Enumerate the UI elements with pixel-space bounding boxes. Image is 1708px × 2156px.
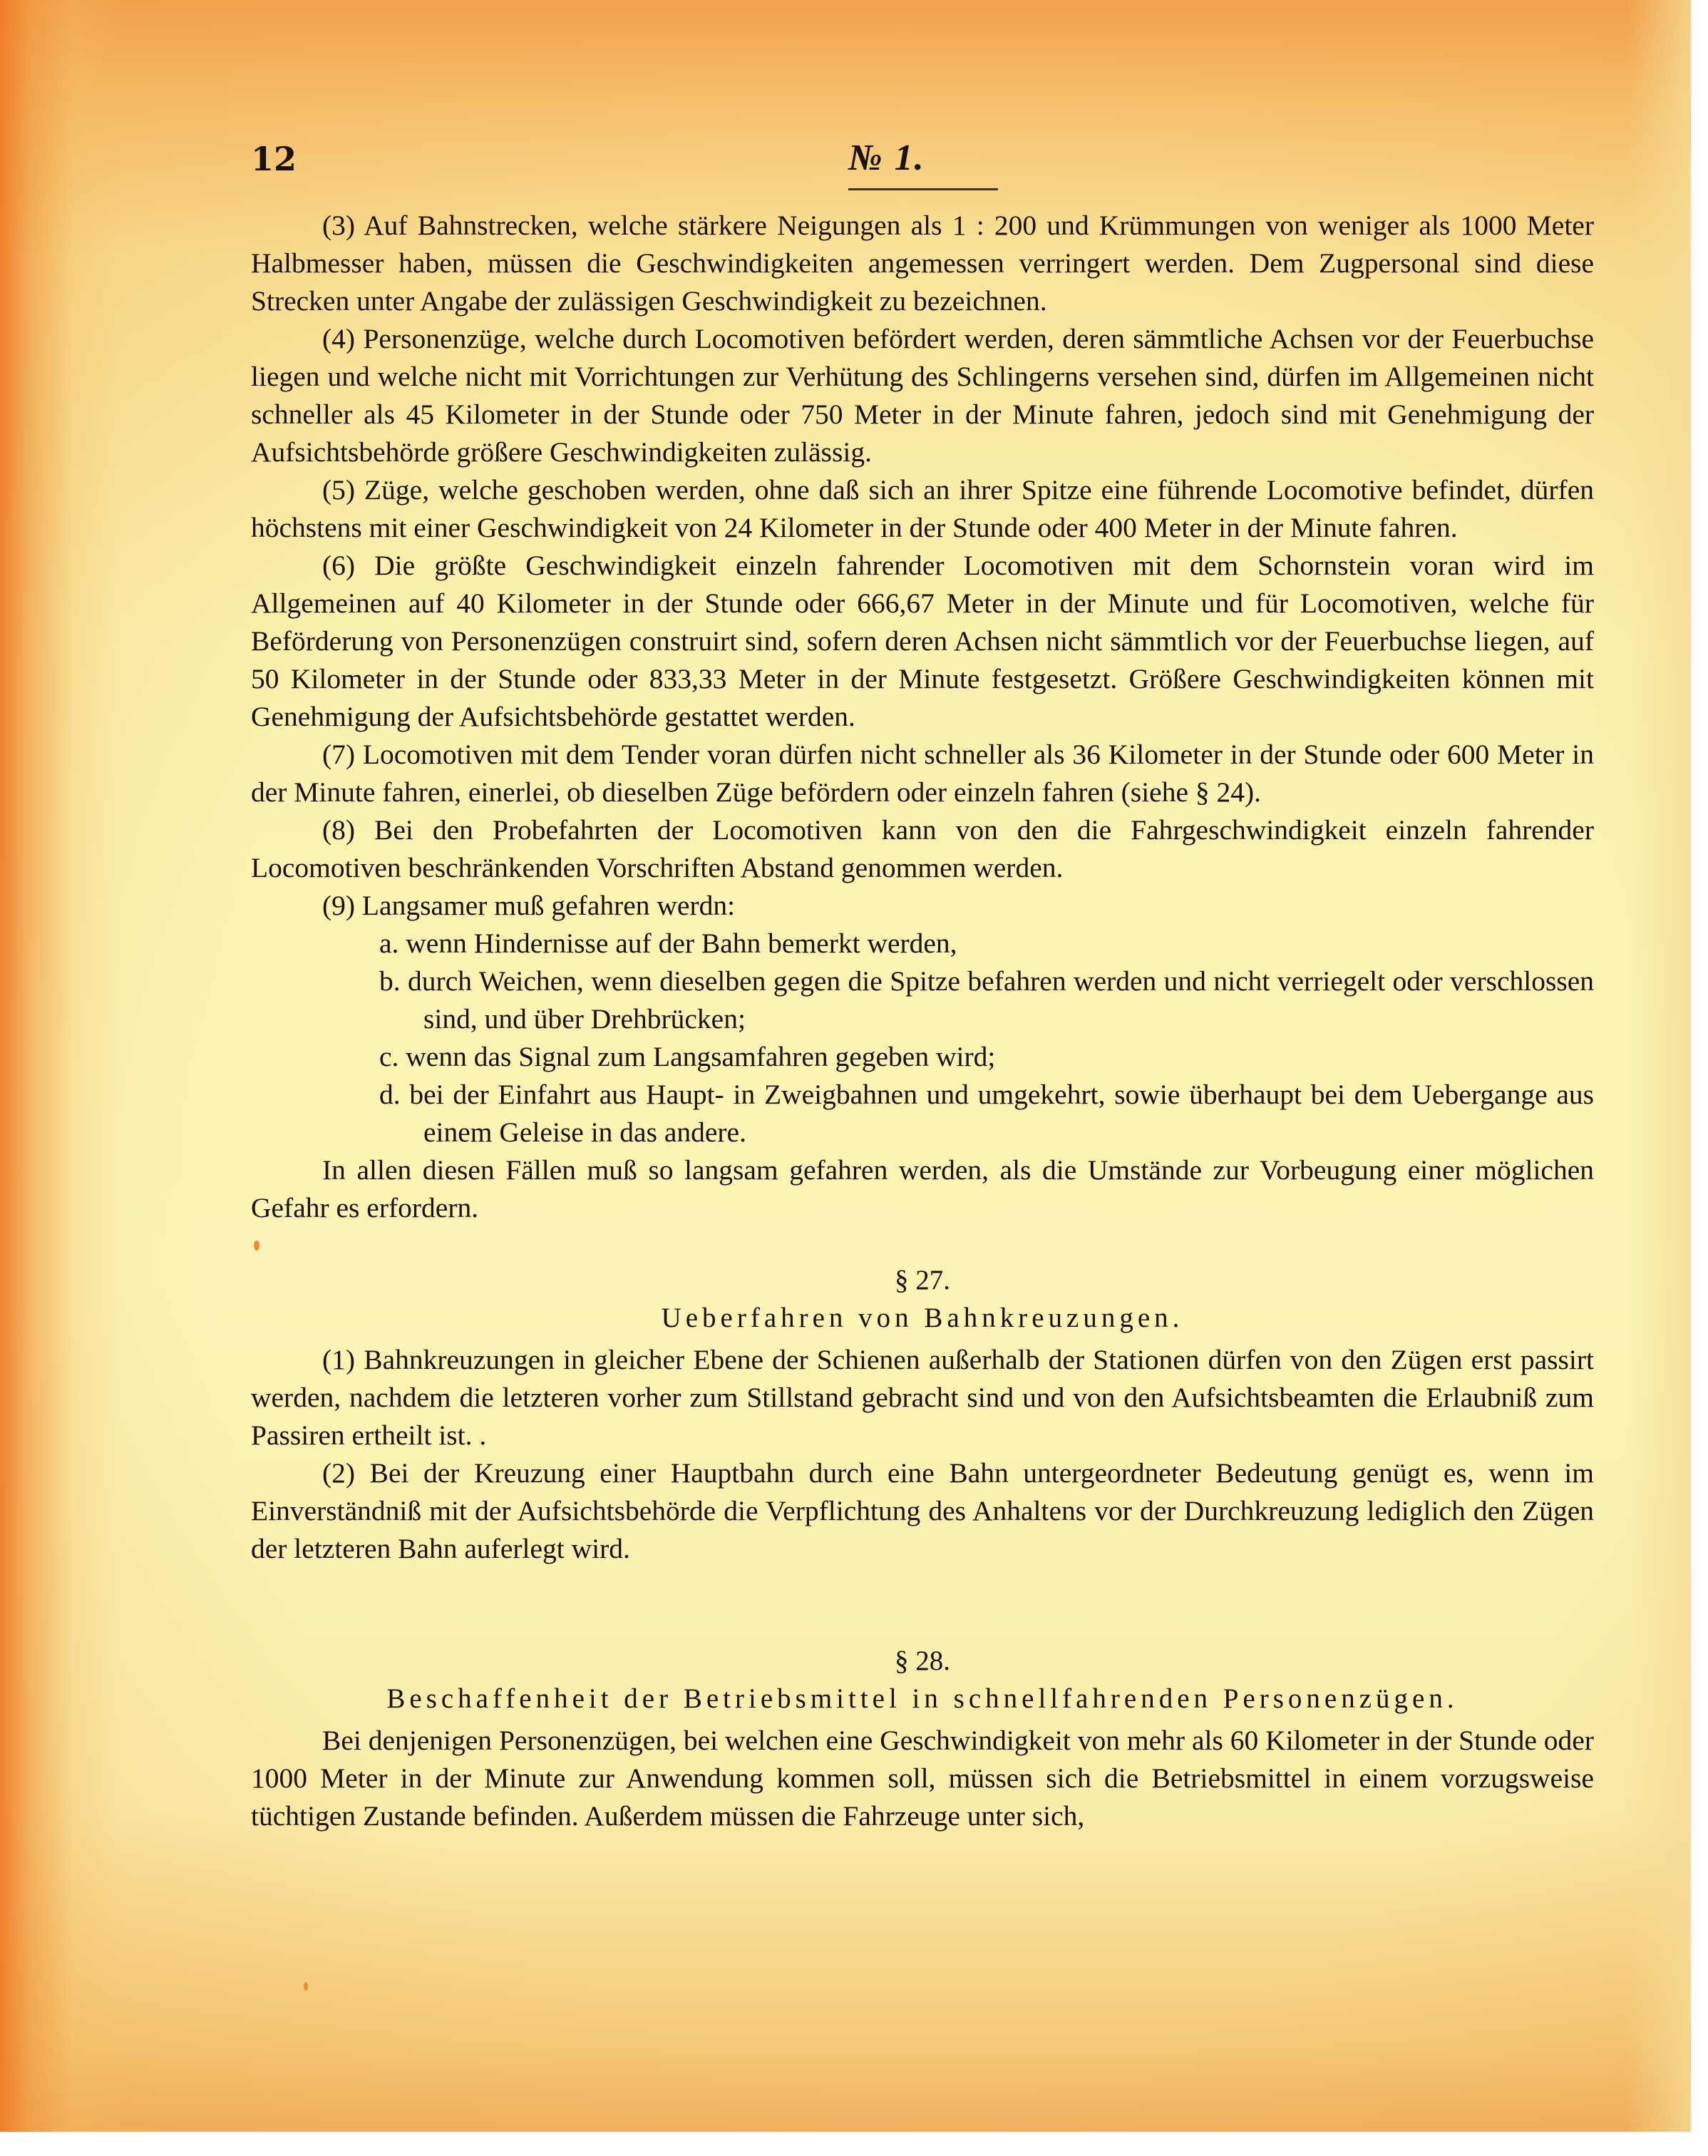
paragraph-4: (4) Personenzüge, welche durch Locomotiven befördert werden, deren sämmtliche Achsen vor der Feuerbuchse liegen und welche nicht mit Vorrichtungen zur Verhütung des Schlingerns versehen sind, dürfen im Allgemeinen nicht schneller als 45 Kilometer in der Stunde oder 750 Meter in der Minute fahren, jedoch sind mit Genehmigung der Aufsichtsbehörde größere Geschwindigkeiten zulässig.: [251, 323, 1594, 468]
document-body: [251, 207, 1594, 1835]
page-header: [251, 140, 1594, 197]
issue-number: № 1.: [848, 138, 925, 178]
s28-paragraph-1: Bei denjenigen Personenzügen, bei welchen eine Geschwindigkeit von mehr als 60 Kilometer in der Stunde oder 1000 Meter in der Minute zur Anwendung kommen soll, müssen sich die Betriebsmittel in einem vorzugsweise tüchtigen Zustande befinden. Außerdem müssen die Fahrzeuge unter sich,: [251, 1725, 1594, 1832]
s27-paragraph-1: (1) Bahnkreuzungen in gleicher Ebene der Schienen außerhalb der Stationen dürfen von den Zügen erst passirt werden, nachdem die letzteren vorher zum Stillstand gebracht sind und von den Aufsichtsbeamten die Erlaubniß zum Passiren ertheilt ist. .: [251, 1344, 1594, 1451]
paragraph-6: (6) Die größte Geschwindigkeit einzeln fahrender Locomotiven mit dem Schornstein voran wird im Allgemeinen auf 40 Kilometer in der Stunde oder 666,67 Meter in der Minute und für Locomotiven, welche für Beförderung von Personenzügen construirt sind, sofern deren Achsen nicht sämmtlich vor der Feuerbuchse liegen, auf 50 Kilometer in der Stunde oder 833,33 Meter in der Minute festgesetzt. Größere Geschwindigkeiten können mit Genehmigung der Aufsichtsbehörde gestattet werden.: [251, 550, 1594, 732]
section-28-title: Beschaffenheit der Betriebsmittel in schnellfahrenden Personenzügen.: [386, 1683, 1459, 1714]
list-item-d: d. bei der Einfahrt aus Haupt- in Zweigbahnen und umgekehrt, sowie überhaupt bei dem Uebergange aus einem Geleise in das andere.: [379, 1079, 1594, 1148]
slow-driving-conditions-list: [251, 925, 1594, 1151]
paper-stain: [254, 1241, 259, 1251]
paragraph-7: (7) Locomotiven mit dem Tender voran dürfen nicht schneller als 36 Kilometer in der Stunde oder 600 Meter in der Minute fahren, einerlei, ob dieselben Züge befördern oder einzeln fahren (siehe § 24).: [251, 739, 1594, 808]
list-item-c: c. wenn das Signal zum Langsamfahren gegeben wird;: [379, 1041, 996, 1072]
closing-paragraph: In allen diesen Fällen muß so langsam gefahren werden, als die Umstände zur Vorbeugung einer möglichen Gefahr es erfordern.: [251, 1154, 1594, 1223]
paragraph-8: (8) Bei den Probefahrten der Locomotiven kann von den die Fahrgeschwindigkeit einzeln fahrender Locomotiven beschränkenden Vorschriften Abstand genommen werden.: [251, 814, 1594, 883]
paper-stain: [304, 1982, 308, 1991]
paragraph-5: (5) Züge, welche geschoben werden, ohne daß sich an ihrer Spitze eine führende Locomotive befindet, dürfen höchstens mit einer Geschwindigkeit von 24 Kilometer in der Stunde oder 400 Meter in der Minute fahren.: [251, 474, 1594, 543]
page-number: 12: [251, 140, 297, 178]
paragraph-3: (3) Auf Bahnstrecken, welche stärkere Neigungen als 1 : 200 und Krümmungen von weniger als 1000 Meter Halbmesser haben, müssen die Geschwindigkeiten angemessen verringert werden. Dem Zugpersonal sind diese Strecken unter Angabe der zulässigen Geschwindigkeit zu bezeichnen.: [251, 210, 1594, 317]
section-28-number: § 28.: [895, 1646, 950, 1676]
list-item-b: b. durch Weichen, wenn dieselben gegen die Spitze befahren werden und nicht verriegelt oder verschlossen sind, und über Drehbrücken;: [379, 965, 1594, 1035]
paragraph-9: (9) Langsamer muß gefahren werdn:: [322, 890, 736, 921]
issue-underline: [848, 188, 998, 190]
list-item-a: a. wenn Hindernisse auf der Bahn bemerkt werden,: [379, 928, 957, 959]
s27-paragraph-2: (2) Bei der Kreuzung einer Hauptbahn durch eine Bahn untergeordneter Bedeutung genügt es, wenn im Einverständniß mit der Aufsichtsbehörde die Verpflichtung des Anhaltens vor der Durchkreuzung lediglich den Zügen der letzteren Bahn auferlegt wird.: [251, 1457, 1594, 1564]
section-27-number: § 27.: [895, 1265, 950, 1295]
section-27-title: Ueberfahren von Bahnkreuzungen.: [661, 1303, 1184, 1333]
